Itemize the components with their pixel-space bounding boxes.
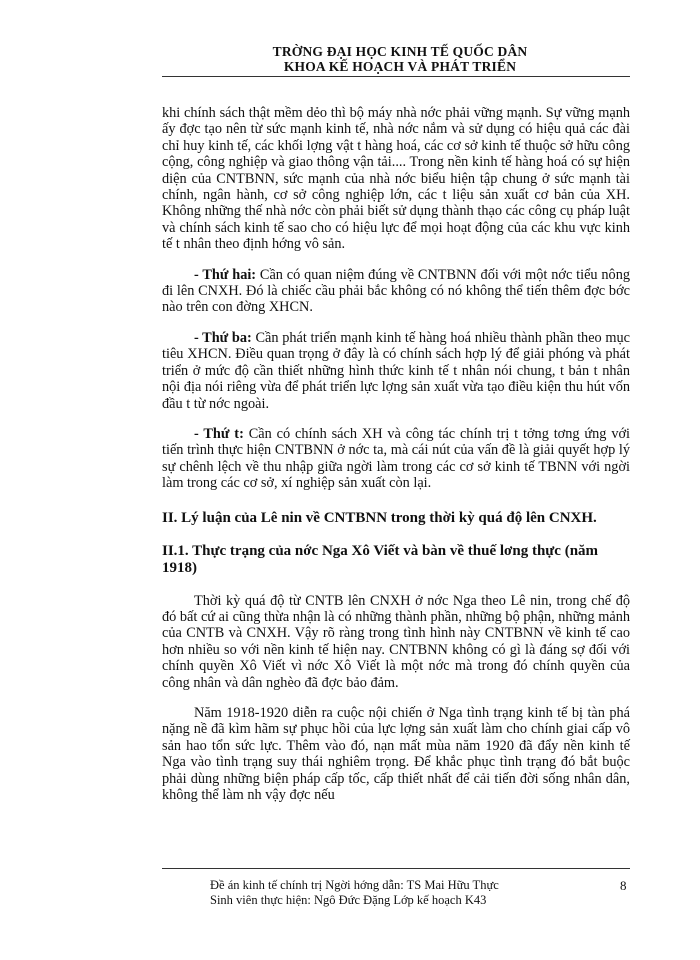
paragraph-text: Cần có quan niệm đúng về CNTBNN đối với một nớc tiểu nông đi lên CNXH. Đó là chiếc cầu phải bắc không có nó không thể tiến thêm đợc bớc nào trên con đờng XHCN.: [162, 266, 630, 316]
document-body: [162, 105, 630, 817]
subsection-heading: II.1. Thực trạng của nớc Nga Xô Viết và bàn về thuế lơng thực (năm 1918): [162, 542, 599, 576]
paragraph-label: - Thứ hai:: [194, 266, 257, 283]
paragraph-continuation: khi chính sách thật mềm dẻo thì bộ máy nhà nớc phải vững mạnh. Sự vững mạnh ấy đợc tạo nên từ sức mạnh kinh tế, nhà nớc nắm và sử dụng có hiệu quả các đài chỉ huy kinh tế, các khối lợng vật t hàng hoá, các cơ sở kinh tế thuộc sở hữu công cộng, công nghiệp và giao thông vận tải.... Trong nền kinh tế hàng hoá có sự hiện diện của CNTBNN, sức mạnh của nhà nớc biểu hiện tập chung ở sức mạnh tài chính, ngân hành, cơ sở công nghiệp lớn, các t liệu sản xuất cơ bản của XH. Không những thế nhà nớc còn phải biết sử dụng thành thạo các công cụ pháp luật và chính sách kinh tế sao cho có hiệu lực để mọi hoạt động của các khu vực kinh tế t nhân theo định hớng vô sản.: [162, 105, 630, 253]
paragraph-label: - Thứ t:: [194, 425, 244, 442]
paragraph-text: Cần có chính sách XH và công tác chính trị t tởng tơng ứng với tiến trình thực hiện CNTBNN ở nớc ta, mà cái nút của vấn đề là giải quyết hợp lý sự chênh lệch về thu nhập giữa ngời làm trong các cơ sở kinh tế TBNN với ngời làm trong các cơ sở, xí nghiệp sản xuất còn lại.: [162, 425, 631, 492]
paragraph-body: Năm 1918-1920 diễn ra cuộc nội chiến ở Nga tình trạng kinh tế bị tàn phá nặng nề đã kìm hãm sự phục hồi của lực lợng sản xuất làm cho chính giai cấp vô sản hao tổn sức lực. Thêm vào đó, nạn mất mùa năm 1920 đã đẩy nền kinh tế Nga vào tình trạng suy thái nghiêm trọng. Để khắc phục tình trạng đó bắt buộc phải dùng những biện pháp cấp tốc, cấp thiết nhất để cải tiến đời sống nhân dân, không thể làm nh vậy đợc nếu: [162, 704, 630, 803]
paragraph-thu-ba: [162, 330, 630, 412]
faculty-name: KHOA KẾ HOẠCH VÀ PHÁT TRIỂN: [283, 59, 517, 74]
footer-divider: [162, 868, 630, 869]
page-header: [250, 44, 550, 74]
paragraph-thu-hai: [162, 267, 630, 316]
paragraph-label: - Thứ ba:: [194, 329, 252, 346]
university-name: TRỜNG ĐẠI HỌC KINH TẾ QUỐC DÂN: [272, 44, 528, 59]
page-footer: [210, 878, 630, 908]
header-divider: [162, 76, 630, 77]
paragraph-body: Thời kỳ quá độ từ CNTB lên CNXH ở nớc Nga theo Lê nin, trong chế độ đó bất cứ ai cũng thừa nhận là có những thành phần, những bộ phận, những mảnh của CNTB và CNXH. Vậy rõ ràng trong tình hình này CNTBNN về kinh tế cao hơn nhiều so với nền kinh tế hiện nay. CNTBNN không có gì là đáng sợ đối với chính quyền Xô Viết vì nớc Xô Viết là một nớc mà trong đó chính quyền của công nhân và dân nghèo đã đợc bảo đảm.: [162, 592, 630, 691]
footer-advisor: Đề án kinh tế chính trị Ngời hớng dẫn: TS Mai Hữu Thực: [210, 878, 499, 892]
footer-student: Sinh viên thực hiện: Ngô Đức Đặng Lớp kế hoạch K43: [210, 893, 487, 907]
paragraph-thu-tu: [162, 426, 630, 492]
page-number: 8: [620, 878, 627, 893]
paragraph-text: Cần phát triển mạnh kinh tế hàng hoá nhiều thành phần theo mục tiêu XHCN. Điều quan trọng ở đây là có chính sách hợp lý để giải phóng và phát triển ở mức độ cần thiết những hình thức kinh tế t nhân nói chung, t bản t nhân nội địa nói riêng vừa để phát triển lực lợng sản xuất vừa tạo điều kiện thu hút vốn đầu t từ nớc ngoài.: [162, 329, 630, 412]
section-heading: II. Lý luận của Lê nin về CNTBNN trong thời kỳ quá độ lên CNXH.: [162, 509, 597, 526]
